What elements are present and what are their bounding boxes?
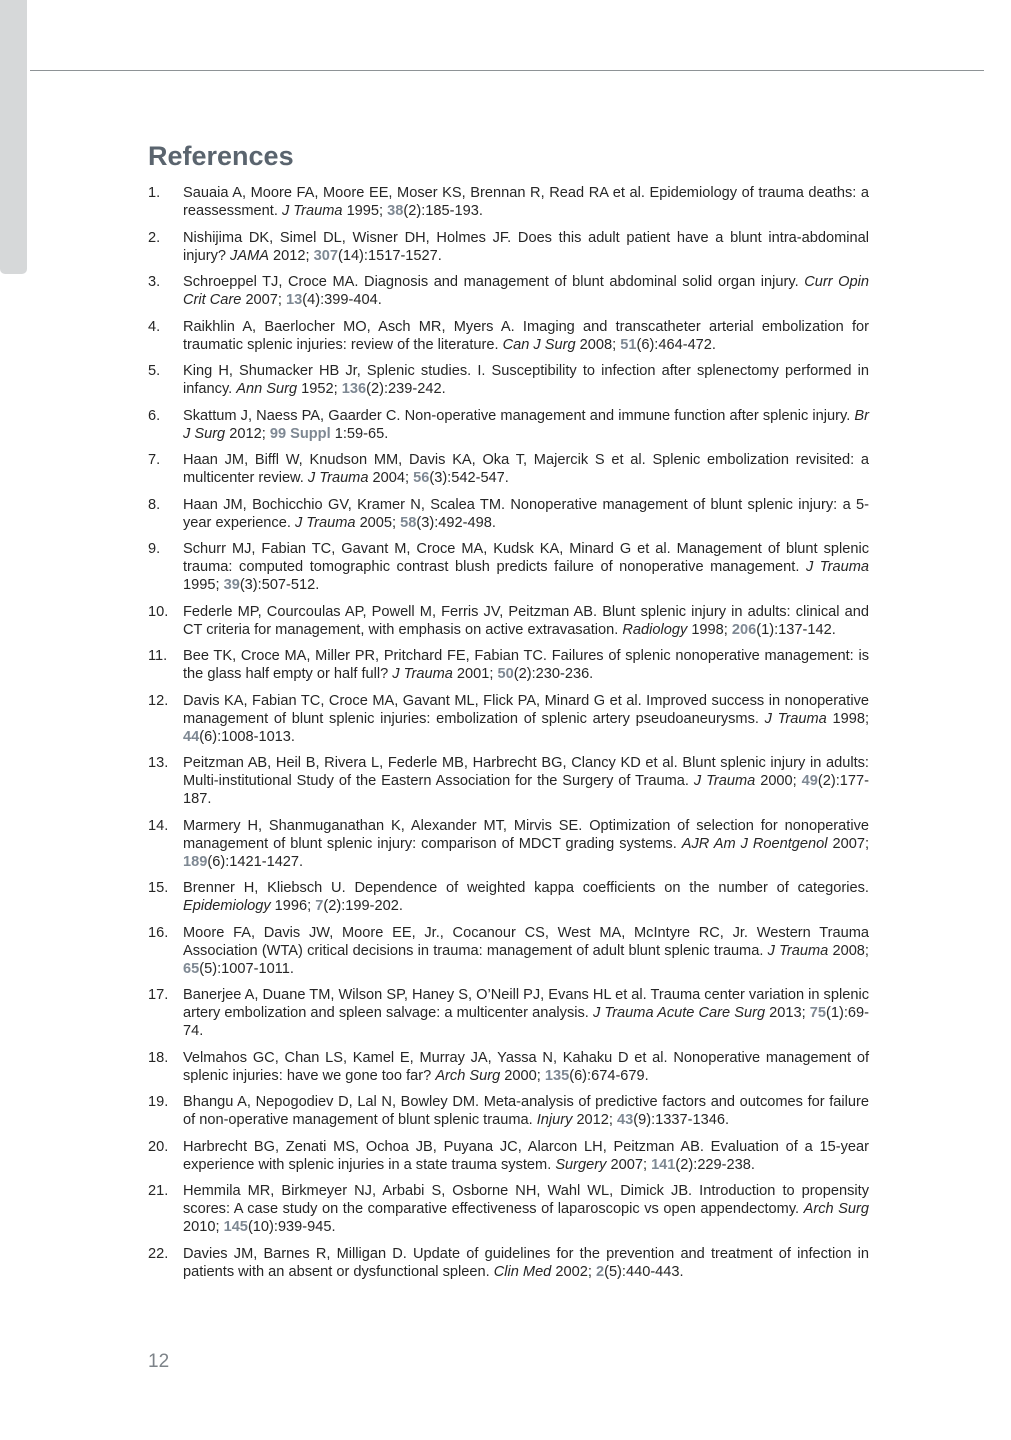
reference-text-segment: Banerjee A, Duane TM, Wilson SP, Haney S, O’Neill PJ, Evans HL et al. Trauma center variation in splenic artery embolization and spleen salvage: a multicenter analysis. [183,987,869,1021]
journal-name: Curr Opin Crit Care [183,274,870,308]
volume-number: 44 [183,728,200,745]
reference-text-segment: 2008; [575,336,621,353]
reference-number: 21. [148,1183,169,1199]
reference-item [148,879,869,915]
side-tab [0,0,27,274]
reference-text [183,408,869,442]
journal-name: Radiology [622,621,688,638]
reference-list [148,184,869,1281]
reference-text-segment: (6):1008-1013. [199,728,295,745]
journal-name: Surgery [555,1156,607,1173]
journal-name: Br J Surg [183,407,869,442]
reference-number: 7. [148,452,161,468]
reference-text [183,497,869,531]
page-number: 12 [148,1351,170,1372]
reference-text-segment: (2):229-238. [675,1156,755,1173]
reference-text [183,1139,869,1173]
reference-item [148,1049,869,1085]
volume-number: 38 [387,203,404,219]
reference-text-segment: Marmery H, Shanmuganathan K, Alexander MT, Mirvis SE. Optimization of selection for nonoperative management of blunt splenic injury: comparison of MDCT grading systems. [183,817,869,852]
reference-item [148,603,869,639]
reference-text [183,1183,869,1235]
reference-text [183,987,869,1039]
reference-text [183,1094,869,1128]
reference-number: 10. [148,603,169,620]
reference-text-segment: (10):939-945. [247,1219,336,1235]
reference-text-segment: (3):542-547. [429,470,509,486]
journal-name: J Trauma [805,559,869,575]
journal-name: Epidemiology [183,898,271,914]
reference-text [183,363,869,397]
reference-text-segment: (5):1007-1011. [199,960,294,977]
reference-text-segment: Moore FA, Davis JW, Moore EE, Jr., Cocanour CS, West MA, McIntyre RC, Jr. Western Trauma Association (WTA) critical decisions in trauma: management of adult blunt splenic trauma. [183,924,869,959]
reference-text [183,274,869,308]
journal-name: J Trauma [392,666,453,682]
journal-name: J Trauma [307,470,369,486]
volume-number: 65 [183,960,200,977]
reference-item [148,924,869,978]
reference-item [148,1138,869,1174]
volume-number: 206 [731,621,757,638]
reference-text-segment: (1):69-74. [183,1005,870,1039]
reference-text-segment: 2013; [765,1005,810,1021]
journal-name: JAMA [230,247,269,264]
reference-text-segment: 1:59-65. [330,425,389,442]
reference-text-segment: (6):464-472. [636,336,716,353]
reference-text-segment: Velmahos GC, Chan LS, Kamel E, Murray JA, Yassa N, Kahaku D et al. Nonoperative management of splenic injuries: have we gone too far? [183,1049,869,1084]
volume-number: 7 [315,898,324,914]
reference-text-segment: 2012; [268,247,314,264]
reference-text-segment: (2):239-242. [366,381,446,397]
reference-text-segment: (2):199-202. [323,898,403,914]
reference-number: 4. [148,318,161,335]
reference-text-segment: Davies JM, Barnes R, Milligan D. Update of guidelines for the prevention and treatment of infection in patients with an absent or dysfunctional spleen. [183,1245,869,1280]
reference-text-segment: Federle MP, Courcoulas AP, Powell M, Ferris JV, Peitzman AB. Blunt splenic injury in adults: clinical and CT criteria for management, with emphasis on active extravasation. [183,603,869,638]
reference-number: 20. [148,1138,169,1155]
reference-text [183,319,869,353]
volume-number: 307 [313,247,338,264]
reference-text [183,818,869,870]
reference-item [148,540,869,594]
reference-text-segment: 2007; [241,292,287,308]
journal-name: J Trauma Acute Care Surg [592,1005,766,1021]
reference-number: 6. [148,407,161,424]
volume-number: 189 [183,853,208,870]
reference-text-segment: 2010; [183,1219,224,1235]
reference-text-segment: 2001; [452,666,498,682]
volume-number: 99 Suppl [269,425,331,442]
reference-text-segment: 2007; [606,1156,652,1173]
reference-text [183,230,869,264]
reference-number: 1. [148,185,161,201]
reference-number: 3. [148,274,161,290]
reference-text-segment: (5):440-443. [604,1263,684,1280]
reference-text [183,755,869,807]
reference-number: 22. [148,1245,169,1262]
header-rule [30,70,984,71]
reference-text [183,925,869,977]
reference-text-segment: 2005; [355,514,401,531]
reference-text-segment: Haan JM, Bochicchio GV, Kramer N, Scalea TM. Nonoperative management of blunt splenic injury: a 5-year experience. [183,496,869,531]
reference-number: 11. [148,648,168,664]
reference-text-segment: 2000; [755,773,802,789]
reference-item [148,229,869,265]
reference-number: 18. [148,1049,169,1066]
reference-text [183,541,869,593]
volume-number: 145 [223,1219,248,1235]
reference-text [183,1050,869,1084]
volume-number: 50 [497,666,514,682]
reference-text-segment: 2000; [500,1067,545,1084]
reference-number: 8. [148,496,161,513]
reference-number: 13. [148,755,169,771]
reference-text-segment: Nishijima DK, Simel DL, Wisner DH, Holmes JF. Does this adult patient have a blunt intra-abdominal injury? [183,229,869,264]
volume-number: 75 [809,1005,827,1021]
reference-text-segment: (6):674-679. [569,1067,649,1084]
volume-number: 49 [801,773,818,789]
reference-text-segment: (14):1517-1527. [337,247,442,264]
reference-item [148,692,869,746]
reference-item [148,407,869,443]
reference-number: 19. [148,1094,169,1110]
reference-text-segment: 1996; [270,898,316,914]
reference-text-segment: Hemmila MR, Birkmeyer NJ, Arbabi S, Osborne NH, Wahl WL, Dimick JB. Introduction to propensity scores: A case study on the comparative effectiveness of laparoscopic vs open appendectomy. [183,1183,869,1217]
reference-item [148,817,869,871]
reference-text-segment: (3):492-498. [416,514,496,531]
journal-name: J Trauma [767,942,829,959]
reference-text-segment: 2012; [572,1112,618,1128]
journal-name: Arch Surg [803,1201,869,1217]
journal-name: AJR Am J Roentgenol [681,835,828,852]
reference-item [148,986,869,1040]
reference-text-segment: 1998; [687,621,732,638]
reference-text [183,1246,869,1280]
reference-number: 17. [148,987,169,1003]
reference-text-segment: (4):399-404. [302,292,382,308]
reference-text-segment: Davis KA, Fabian TC, Croce MA, Gavant ML, Flick PA, Minard G et al. Improved success in nonoperative management of blunt splenic injuries: embolization of splenic artery pseudoaneurysms. [183,692,869,727]
journal-name: Clin Med [493,1263,552,1280]
reference-text-segment: Peitzman AB, Heil B, Rivera L, Federle MB, Harbrecht BG, Clancy KD et al. Blunt splenic injury in adults: Multi-institutional Study of the Eastern Association for the Surgery of Trauma. [183,755,869,789]
volume-number: 56 [413,470,430,486]
reference-text-segment: Sauaia A, Moore FA, Moore EE, Moser KS, Brennan R, Read RA et al. Epidemiology of trauma deaths: a reassessment. [183,185,869,219]
reference-item [148,273,869,309]
reference-text-segment: Raikhlin A, Baerlocher MO, Asch MR, Myers A. Imaging and transcatheter arterial embolization for traumatic splenic injuries: review of the literature. [183,318,869,353]
journal-name: Ann Surg [236,381,298,397]
reference-item [148,451,869,487]
reference-text [183,452,869,486]
reference-item [148,754,869,808]
reference-item [148,184,869,220]
reference-number: 15. [148,880,169,896]
reference-text [183,648,869,682]
reference-text-segment: (2):230-236. [513,666,594,682]
journal-name: J Trauma [693,773,756,789]
reference-text-segment: (3):507-512. [239,577,320,593]
reference-text-segment: 2012; [225,425,270,442]
volume-number: 39 [223,577,240,593]
volume-number: 51 [620,336,637,353]
journal-name: J Trauma [294,514,356,531]
reference-number: 14. [148,817,169,834]
reference-text-segment: Harbrecht BG, Zenati MS, Ochoa JB, Puyana JC, Alarcon LH, Peitzman AB. Evaluation of a 15-year experience with splenic injuries in a state trauma system. [183,1138,869,1173]
reference-text-segment: 2007; [827,835,869,852]
reference-text-segment: Schroeppel TJ, Croce MA. Diagnosis and management of blunt abdominal solid organ injury. [183,274,805,290]
reference-text-segment: 1998; [826,710,869,727]
reference-text-segment: (2):177-187. [183,773,869,807]
reference-text [183,185,869,219]
reference-text-segment: King H, Shumacker HB Jr, Splenic studies. I. Susceptibility to infection after splenectomy performed in infancy. [183,363,869,397]
reference-item [148,496,869,532]
reference-item [148,647,869,683]
volume-number: 2 [595,1263,605,1280]
reference-text-segment: (2):185-193. [403,203,483,219]
volume-number: 136 [341,381,367,397]
reference-item [148,1182,869,1236]
reference-number: 16. [148,924,169,941]
reference-number: 12. [148,692,169,709]
reference-text-segment: Schurr MJ, Fabian TC, Gavant M, Croce MA, Kudsk KA, Minard G et al. Management of blunt splenic trauma: computed tomographic contrast blush predicts failure of nonoperative management. [183,541,869,575]
reference-text [183,880,869,914]
reference-text-segment: 2008; [828,942,869,959]
reference-text-segment: Brenner H, Kliebsch U. Dependence of weighted kappa coefficients on the number of categories. [183,880,869,896]
reference-item [148,318,869,354]
journal-name: Can J Surg [502,336,576,353]
volume-number: 58 [400,514,417,531]
reference-text-segment: Skattum J, Naess PA, Gaarder C. Non-operative management and immune function after splenic injury. [183,407,855,424]
reference-text-segment: Bhangu A, Nepogodiev D, Lal N, Bowley DM. Meta-analysis of predictive factors and outcomes for failure of non-operative management of blunt splenic trauma. [183,1094,869,1128]
reference-text [183,604,869,638]
reference-number: 2. [148,229,161,246]
reference-number: 9. [148,541,161,557]
volume-number: 43 [617,1112,634,1128]
reference-text-segment: (9):1337-1346. [633,1112,730,1128]
references-section [148,141,869,1289]
reference-text [183,693,869,745]
reference-text-segment: 1952; [297,381,342,397]
reference-text-segment: 2004; [368,470,414,486]
reference-text-segment: 2002; [551,1263,596,1280]
journal-name: J Trauma [281,203,343,219]
reference-item [148,362,869,398]
journal-name: J Trauma [764,710,827,727]
reference-number: 5. [148,363,161,379]
reference-text-segment: Bee TK, Croce MA, Miller PR, Pritchard FE, Fabian TC. Failures of splenic nonoperative management: is the glass half empty or half full? [183,648,869,682]
reference-text-segment: 1995; [183,577,224,593]
reference-item [148,1245,869,1281]
volume-number: 141 [651,1156,676,1173]
reference-text-segment: Haan JM, Biffl W, Knudson MM, Davis KA, Oka T, Majercik S et al. Splenic embolization revisited: a multicenter review. [183,452,869,486]
reference-text-segment: 1995; [342,203,388,219]
volume-number: 135 [544,1067,570,1084]
reference-text-segment: (1):137-142. [756,621,836,638]
journal-name: Injury [536,1112,573,1128]
section-title: References [148,141,294,171]
journal-name: Arch Surg [435,1067,501,1084]
reference-text-segment: (6):1421-1427. [207,853,304,870]
reference-item [148,1093,869,1129]
volume-number: 13 [286,292,303,308]
